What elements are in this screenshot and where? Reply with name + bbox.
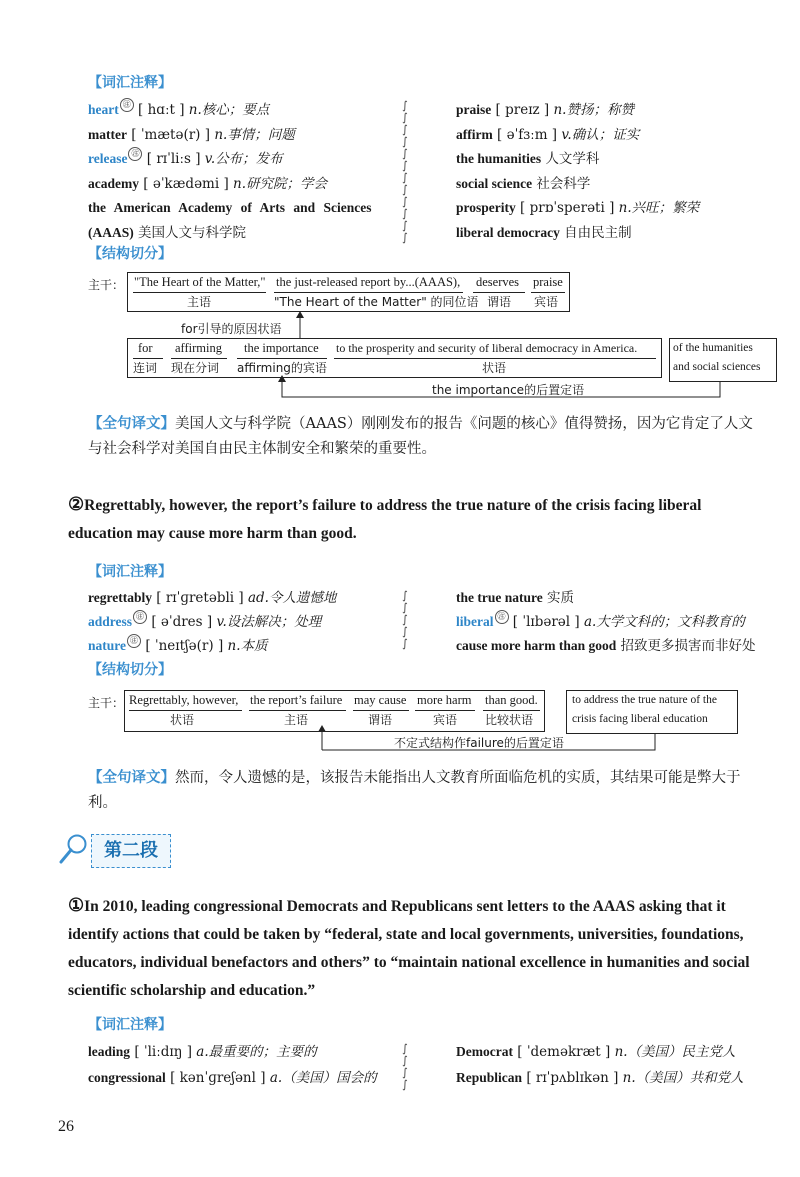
post-label: 不定式结构作failure的后置定语 <box>394 736 564 750</box>
vocab-item: liberal democracy 自由民主制 <box>456 224 632 241</box>
seg-appositive: the just-released report by...(AAAS), <box>276 275 461 289</box>
seg-object-label: 宾语 <box>534 295 559 309</box>
vocab-item: leading [ ˈliːdɪŋ ] a.最重要的；主要的 <box>88 1044 317 1060</box>
seg-object: praise <box>533 275 563 289</box>
seg-subject-label: 主语 <box>284 713 309 727</box>
seg-subject-label: 主语 <box>187 295 212 309</box>
side-box-line: and social sciences <box>673 361 761 373</box>
wave-divider-icon: ∫ ∫ ∫ ∫ <box>402 1042 408 1091</box>
struct-header-1: 【结构切分】 <box>88 246 172 262</box>
vocab-item: prosperity [ prɒˈsperəti ] n.兴旺；繁荣 <box>456 200 700 216</box>
vocab-item: liberal ㊟ [ ˈlɪbərəl ] a.大学文科的；文科教育的 <box>456 612 745 630</box>
seg-subject: the report’s failure <box>250 693 343 707</box>
vocab-left-3 <box>88 1039 377 1091</box>
exam-point-icon: ㊟ <box>495 610 509 624</box>
seg-comparison: than good. <box>485 693 538 707</box>
sentence-text: Regrettably, however, the report’s failure to address the true nature of the crisis facing liberal education may cause more harm than good. <box>68 497 702 542</box>
vocab-header-3: 【词汇注释】 <box>88 1017 172 1033</box>
sentence-3 <box>68 891 758 1005</box>
struct-header-2: 【结构切分】 <box>88 662 172 678</box>
seg-adverbial: to the prosperity and security of liberal democracy in America. <box>336 341 638 355</box>
exam-point-icon: ㊟ <box>128 147 142 161</box>
seg-object-label: 宾语 <box>433 713 458 727</box>
reason-label: for引导的原因状语 <box>181 322 282 336</box>
translation-2 <box>88 766 760 816</box>
seg-adverbial-label: 状语 <box>170 713 195 727</box>
vocab-item: (AAAS) 美国人文与科学院 <box>88 224 247 241</box>
side-box-line: to address the true nature of the <box>572 694 717 706</box>
seg-adverbial-label: 状语 <box>482 361 507 375</box>
section-title: 第二段 <box>91 834 171 868</box>
exam-point-icon: ㊟ <box>127 634 141 648</box>
seg-appositive-label: "The Heart of the Matter" 的同位语 <box>274 295 479 309</box>
seg-verb: deserves <box>476 275 520 289</box>
seg-for-label: 连词 <box>133 361 158 375</box>
seg-importance: the importance <box>244 341 319 355</box>
vocab-item: academy [ əˈkædəmi ] n.研究院；学会 <box>88 175 328 192</box>
page-number: 26 <box>58 1118 74 1135</box>
magnifier-icon <box>58 832 88 866</box>
vocab-right-3 <box>456 1039 744 1091</box>
vocab-item: Democrat [ ˈdeməkræt ] n.（美国）民主党人 <box>456 1044 736 1060</box>
seg-verb: may cause <box>354 693 407 707</box>
vocab-item: cause more harm than good 招致更多损害而非好处 <box>456 638 756 654</box>
seg-participle-label: 现在分词 <box>171 361 220 375</box>
wave-divider-icon: ∫ ∫ ∫ ∫ ∫ ∫ ∫ ∫ ∫ ∫ ∫ ∫ <box>402 99 408 244</box>
vocab-item: the American Academy of Arts and Sciences <box>88 200 372 215</box>
sentence-number: ① <box>68 895 85 915</box>
vocab-item: nature ㊟ [ ˈneɪtʃə(r) ] n.本质 <box>88 636 268 654</box>
main-label: 主干： <box>88 278 125 292</box>
seg-subject: "The Heart of the Matter," <box>134 275 266 289</box>
seg-object: more harm <box>417 693 472 707</box>
side-box-line: of the humanities <box>673 342 753 354</box>
seg-importance-label: affirming的宾语 <box>237 361 327 375</box>
vocab-item: the humanities 人文学科 <box>456 151 600 167</box>
sentence-text: In 2010, leading congressional Democrats and Republicans sent letters to the AAAS asking that it identify actions that could be taken by “federal, state and local governments, universities, foundations, educators, individual benefactors and others” to “maintain national excellence in humanities and social scientific scholarship and education.” <box>68 898 750 999</box>
seg-for: for <box>138 341 153 355</box>
translation-label: 【全句译文】 <box>88 416 175 432</box>
exam-point-icon: ㊟ <box>120 98 134 112</box>
vocab-item: Republican [ rɪˈpʌblɪkən ] n.（美国）共和党人 <box>456 1070 744 1086</box>
vocab-item: social science 社会科学 <box>456 175 591 192</box>
vocab-item: affirm [ əˈfɜːm ] v.确认；证实 <box>456 126 640 143</box>
vocab-item: praise [ preɪz ] n.赞扬；称赞 <box>456 102 634 118</box>
translation-text: 美国人文与科学院（AAAS）刚刚发布的报告《问题的核心》值得赞扬，因为它肯定了人文与社会科学对美国自由民主体制安全和繁荣的重要性。 <box>88 416 753 457</box>
vocab-item: regrettably [ rɪˈɡretəbli ] ad.令人遗憾地 <box>88 590 337 606</box>
seg-adverbial: Regrettably, however, <box>129 693 239 707</box>
vocab-header-1: 【词汇注释】 <box>88 75 172 91</box>
vocab-item: release ㊟ [ rɪˈliːs ] v.公布；发布 <box>88 149 283 167</box>
seg-verb-label: 谓语 <box>487 295 512 309</box>
translation-text: 然而，令人遗憾的是，该报告未能指出人文教育所面临危机的实质，其结果可能是弊大于利。 <box>88 770 741 811</box>
wave-divider-icon: ∫ ∫ ∫ ∫ ∫ <box>402 589 408 650</box>
side-box-line: crisis facing liberal education <box>572 713 708 725</box>
seg-verb-label: 谓语 <box>368 713 393 727</box>
vocab-item: matter [ ˈmætə(r) ] n.事情；问题 <box>88 126 295 143</box>
post-label: the importance的后置定语 <box>432 383 585 397</box>
translation-label: 【全句译文】 <box>88 770 175 786</box>
vocab-item: congressional [ kənˈɡreʃənl ] a.（美国）国会的 <box>88 1070 377 1086</box>
exam-point-icon: ㊟ <box>133 610 147 624</box>
vocab-item: address ㊟ [ əˈdres ] v.设法解决；处理 <box>88 612 322 630</box>
vocab-item: heart ㊟ [ hɑːt ] n.核心；要点 <box>88 100 270 118</box>
sentence-number: ② <box>68 494 85 514</box>
vocab-header-2: 【词汇注释】 <box>88 564 172 580</box>
seg-comparison-label: 比较状语 <box>485 713 534 727</box>
vocab-item: the true nature 实质 <box>456 590 575 606</box>
main-label: 主干： <box>88 696 125 710</box>
seg-participle: affirming <box>175 341 222 355</box>
